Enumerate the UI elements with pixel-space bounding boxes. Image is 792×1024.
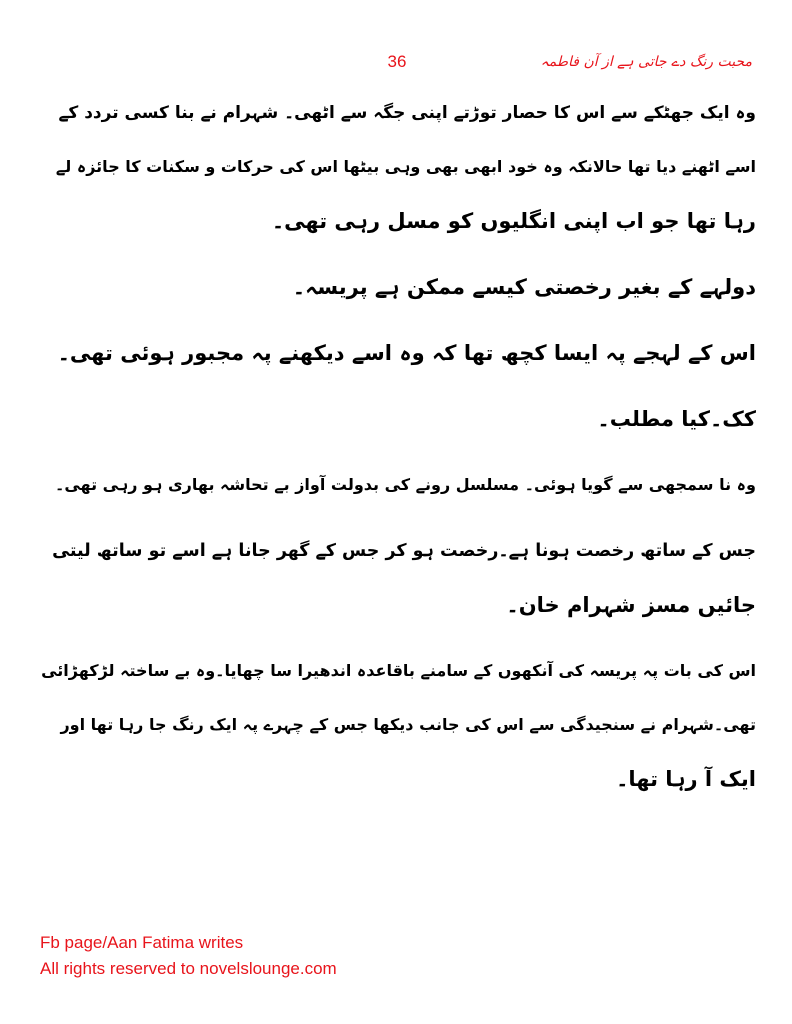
text-line: جس کے ساتھ رخصت ہونا ہے۔رخصت ہو کر جس کے گھر جانا ہے اسے تو ساتھ لیتی xyxy=(52,541,756,561)
paragraph xyxy=(40,392,756,446)
paragraph xyxy=(40,86,756,248)
text-line: تھی۔شہرام نے سنجیدگی سے اس کی جانب دیکھا جس کے چہرے پہ ایک رنگ جا رہا تھا اور xyxy=(60,715,756,734)
text-line: دولہے کے بغیر رخصتی کیسے ممکن ہے پریسہ۔ xyxy=(292,275,756,299)
text-line: وہ نا سمجھی سے گویا ہوئی۔ مسلسل رونے کی بدولت آواز بے تحاشہ بھاری ہو رہی تھی۔ xyxy=(54,475,756,494)
text-line: اسے اٹھنے دیا تھا حالانکہ وہ خود ابھی بھی وہی بیٹھا اس کی حرکات و سکنات کا جائزہ لے xyxy=(55,157,756,176)
paragraph xyxy=(40,326,756,380)
footer xyxy=(40,930,337,982)
text-line: رہا تھا جو اب اپنی انگلیوں کو مسل رہی تھی۔ xyxy=(271,209,756,233)
body-text xyxy=(40,86,756,806)
page-number: 36 xyxy=(387,52,407,71)
text-line: اس کی بات پہ پریسہ کی آنکھوں کے سامنے باقاعدہ اندھیرا سا چھایا۔وہ بے ساختہ لڑکھڑائی xyxy=(41,661,756,680)
paragraph xyxy=(40,458,756,512)
footer-rights: All rights reserved to novelslounge.com xyxy=(40,959,337,978)
paragraph xyxy=(40,524,756,632)
paragraph xyxy=(40,644,756,806)
paragraph xyxy=(40,260,756,314)
text-line: وہ ایک جھٹکے سے اس کا حصار توڑتے اپنی جگہ سے اٹھی۔ شہرام نے بنا کسی تردد کے xyxy=(58,103,756,123)
footer-fb-page: Fb page/Aan Fatima writes xyxy=(40,933,244,952)
text-line: جائیں مسز شہرام خان۔ xyxy=(506,593,756,617)
text-line: اس کے لہجے پہ ایسا کچھ تھا کہ وہ اسے دیکھنے پہ مجبور ہوئی تھی۔ xyxy=(57,341,756,365)
text-line: کک۔کیا مطلب۔ xyxy=(597,407,756,431)
text-line: ایک آ رہا تھا۔ xyxy=(616,767,756,791)
book-title: محبت رنگ دے جاتی ہے از آن فاطمہ xyxy=(540,54,752,70)
